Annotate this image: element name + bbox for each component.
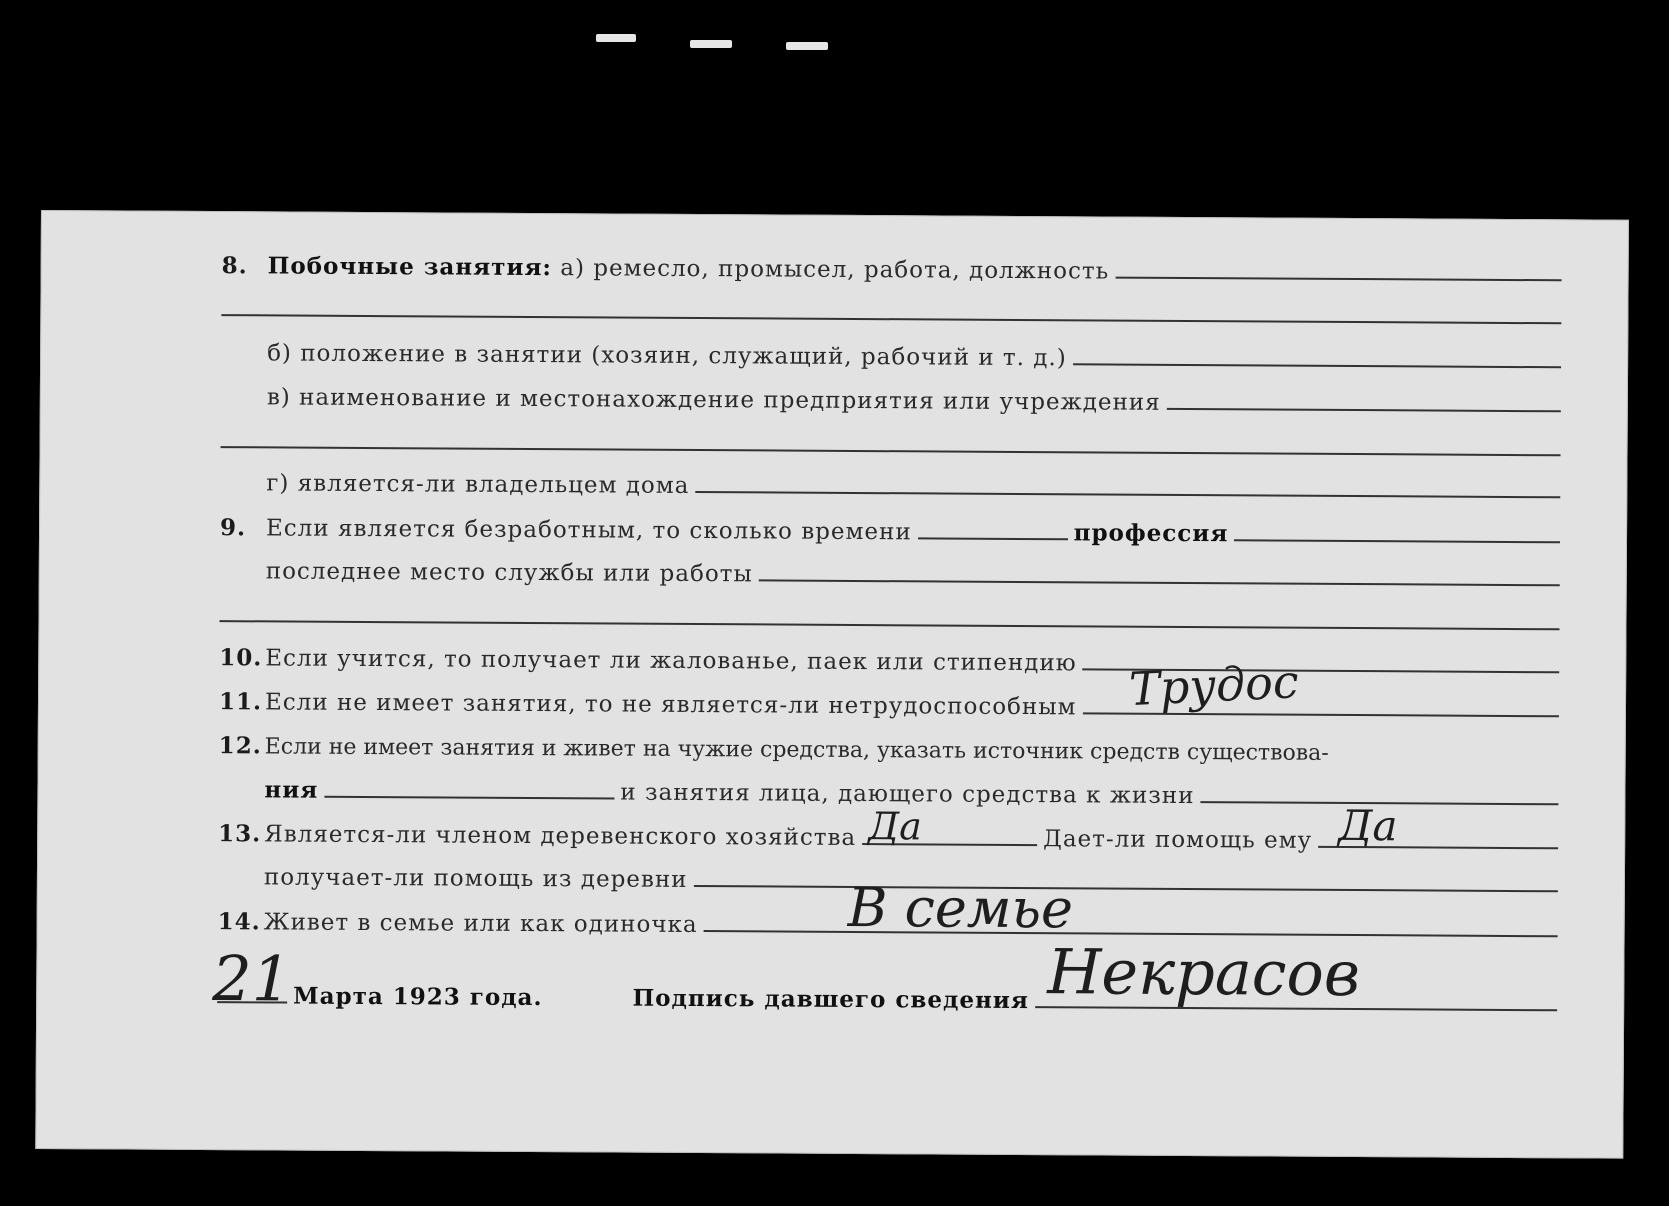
q8-d-answer-line [695,491,1560,498]
q14-number: 14. [217,908,261,936]
q11-handwritten-answer: Трудос [1127,654,1300,717]
q8-row-d [266,470,1560,504]
q11-number: 11. [218,688,263,716]
q9-profession-label: профессия [1073,519,1229,548]
q10-text: Если учится, то получает ли жалованье, паек или стипендию [265,645,1077,677]
q13-handwritten-member: Да [868,804,922,849]
q14-text: Живет в семье или как одиночка [263,909,698,939]
q12-number: 12. [218,732,262,760]
q8-d-text: г) является-ли владельцем дома [266,470,690,499]
q8-number: 8. [221,252,248,280]
q8-row-a [222,252,1562,287]
q13-number: 13. [218,820,262,848]
handwritten-signature: Некрасов [1047,935,1361,1011]
q9-text: Если является безработным, то сколько времени [265,515,912,546]
q12-text: Если не имеет занятия и живет на чужие средства, указать источник средств существова- [264,734,1329,766]
date-text: Марта 1923 года. [293,982,543,1012]
q10-row [219,644,1559,679]
q8-b-text: б) положение в занятии (хозяин, служащий, рабочий и т. д.) [267,340,1067,372]
q9-last-job-text: последнее место службы или работы [265,558,753,588]
q8-c-text: в) наименование и местонахождение предприятия или учреждения [266,384,1161,416]
census-form-card [35,210,1629,1159]
q8-label: Побочные занятия: [267,252,553,282]
q12-cont-text: и занятия лица, дающего средства к жизни [620,779,1195,810]
q8-row-b [267,340,1561,374]
q12-cont-start: ния [264,776,319,804]
q10-number: 10. [219,644,263,672]
q9-row-last-job [266,558,1560,592]
q13-help-give-label: Дает-ли помощь ему [1043,826,1313,854]
date-handwritten-day: 21 [212,942,292,1016]
q11-text: Если не имеет занятия, то не является-ли нетрудоспособным [264,689,1077,721]
q8-row-c [267,384,1561,418]
q9-last-job-line [759,579,1560,586]
q8-a-text: а) ремесло, промысел, работа, должность [560,255,1110,285]
q8-b-answer-line [1073,363,1561,368]
q9-row [220,514,1560,549]
q9-profession-line [1234,539,1560,543]
q13-help-get-line [694,885,1558,892]
q9-extra-line [219,620,1559,630]
q12-row [219,732,1559,767]
q8-c-extra-line [221,446,1561,456]
q8-a-extra-line [221,314,1561,324]
signature-label: Подпись давшего сведения [632,984,1029,1015]
q11-row [219,688,1559,723]
q12-source-line [324,796,614,800]
q8-a-answer-line [1115,277,1561,282]
q14-handwritten-answer: В семье [847,875,1074,941]
q13-text: Является-ли членом деревенского хозяйства [264,821,857,851]
q13-help-get-label: получает-ли помощь из деревни [263,864,688,893]
q13-handwritten-help: Да [1338,800,1398,851]
film-frame-marks [596,34,846,64]
q8-c-answer-line [1167,408,1561,412]
q9-number: 9. [219,514,247,542]
q9-duration-line [918,537,1068,540]
